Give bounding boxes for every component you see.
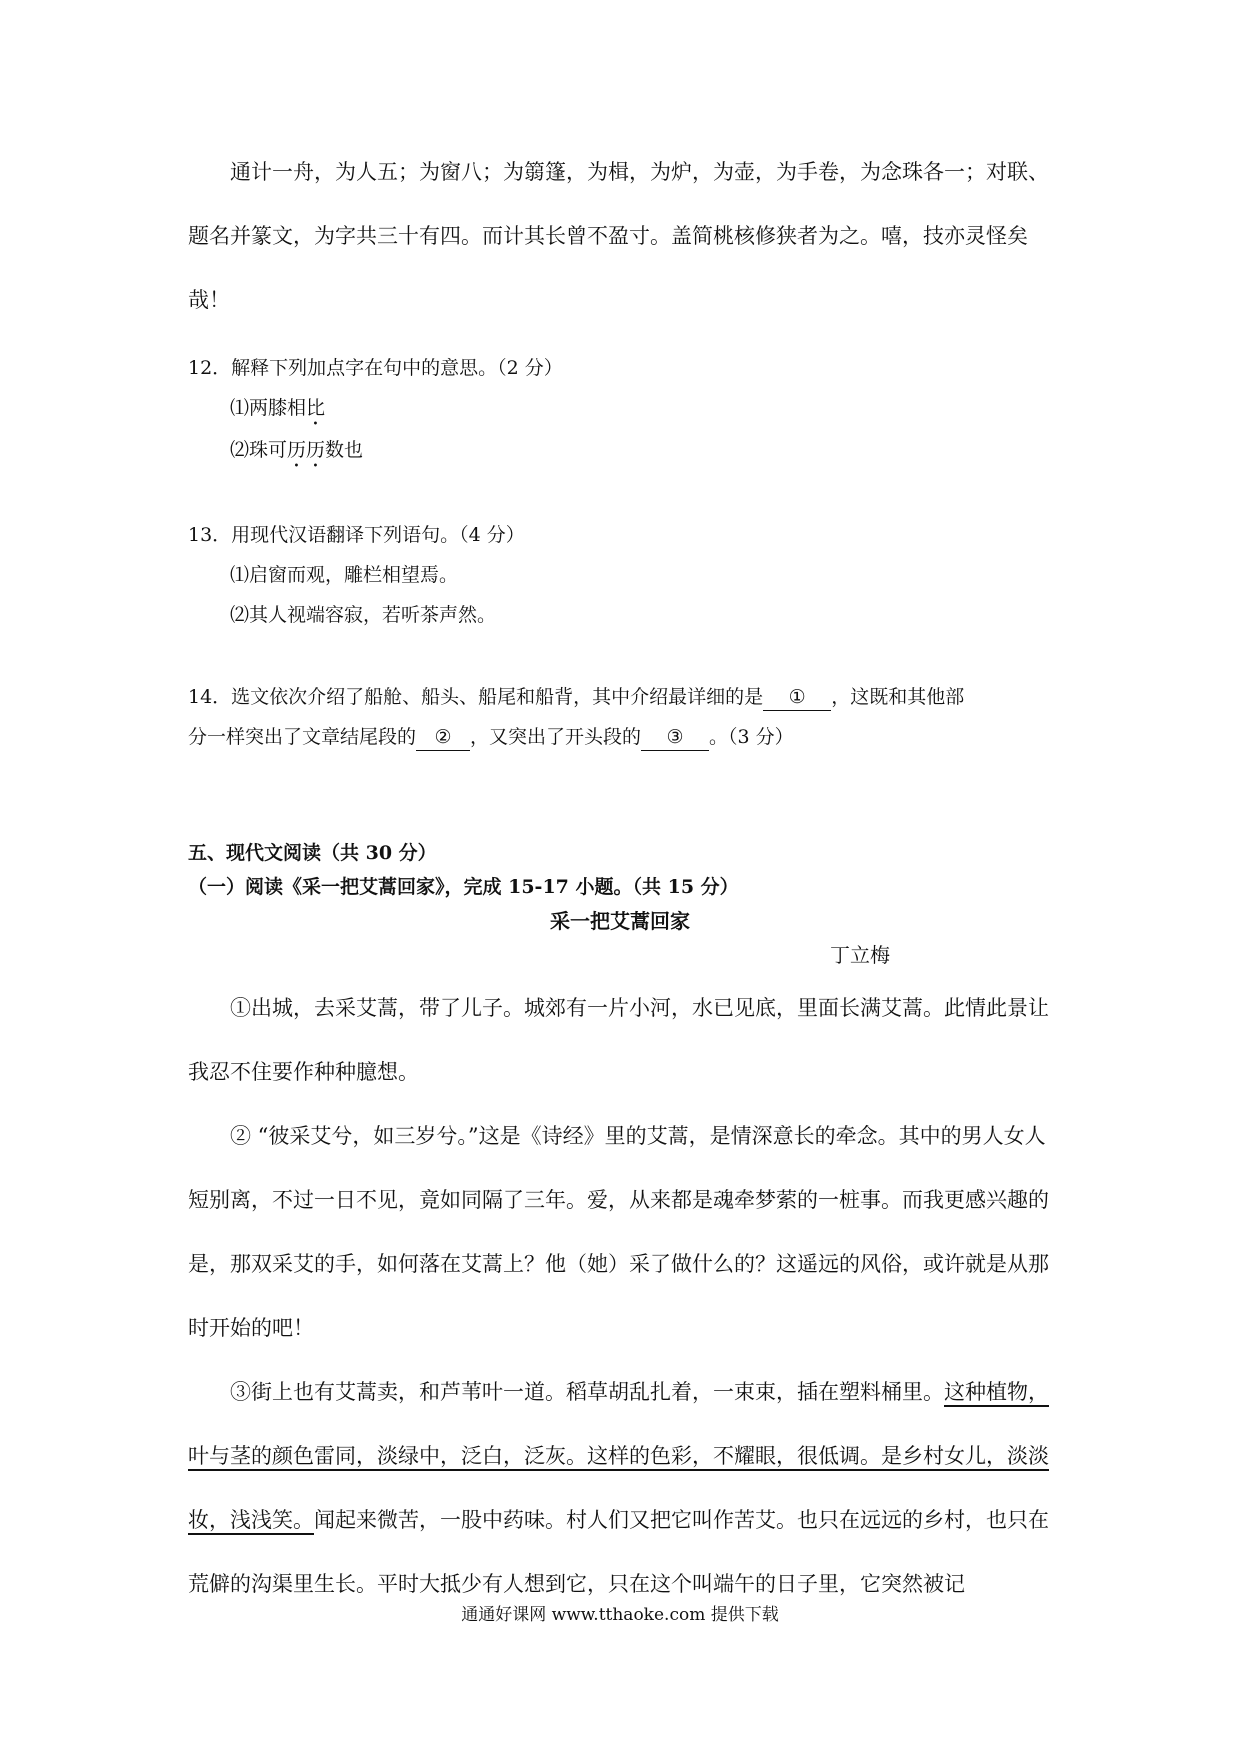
essay-body [188,976,1058,1616]
answer-blank: ① [763,684,831,711]
question-stem: 13．用现代汉语翻译下列语句。（4 分） [188,524,525,546]
question-text: 分一样突出了文章结尾段的 [188,726,417,748]
question-item [188,388,1068,430]
question-text: ，这既和其他部 [831,686,965,708]
dotted-char: 比 [306,397,326,419]
essay-text: 闻起来微苦，一股中药味。村人们又把它叫作苦艾。也只在远远的乡村，也只在荒僻的沟渠里生长。平时大抵少有人想到它，只在这个叫端午的日子里，它突然被记 [188,1508,1049,1596]
underlined-text: 这种植物，叶与茎的颜色雷同，淡绿中，泛白，泛灰。这样的色彩，不耀眼，很低调。是乡村女儿，淡淡妆，浅浅笑。 [188,1380,1049,1532]
question-item: ⑴启窗而观，雕栏相望焉。 [230,564,459,586]
passage-paragraph: 通计一舟，为人五；为窗八；为篛篷，为楫，为炉，为壶，为手卷，为念珠各一；对联、题名并篆文，为字共三十有四。而计其长曾不盈寸。盖简桃核修狭者为之。嘻，技亦灵怪矣哉！ [188,160,1049,312]
section-heading: 五、现代文阅读（共 30 分） [188,842,437,864]
essay-paragraph [188,1360,1058,1616]
answer-blank: ③ [641,724,709,751]
question-item: ⑵其人视端容寂，若听茶声然。 [230,604,497,626]
item-text: ⑵珠可 [230,439,288,461]
question-12 [188,348,1068,472]
dotted-char: 历历 [287,439,326,461]
question-item [188,430,1068,472]
essay-title: 采一把艾蒿回家 [550,909,690,933]
page-footer: 通通好课网 www.tthaoke.com 提供下载 [461,1605,779,1625]
essay-paragraph: ①出城，去采艾蒿，带了儿子。城郊有一片小河，水已见底，里面长满艾蒿。此情此景让我忍不住要作种种臆想。 [188,996,1049,1084]
question-text: 。（3 分） [709,726,794,748]
question-14 [188,677,1068,757]
question-text: 14．选文依次介绍了船舱、船头、船尾和船背，其中介绍最详细的是 [188,686,764,708]
item-text: 数也 [325,439,364,461]
question-line [188,717,1068,757]
essay-text: ③街上也有艾蒿卖，和芦苇叶一道。稻草胡乱扎着，一束束，插在塑料桶里。 [230,1380,944,1404]
essay-author: 丁立梅 [830,943,890,967]
passage-top [188,140,1058,332]
essay-paragraph: ② “彼采艾兮，如三岁兮。”这是《诗经》里的艾蒿，是情深意长的牵念。其中的男人女人短别离，不过一日不见，竟如同隔了三年。爱，从来都是魂牵梦萦的一桩事。而我更感兴趣的是，那双采艾的手，如何落在艾蒿上？他（她）采了做什么的？这遥远的风俗，或许就是从那时开始的吧！ [188,1124,1049,1340]
section-subheading: （一）阅读《采一把艾蒿回家》，完成 15-17 小题。（共 15 分） [188,876,739,898]
question-stem: 12．解释下列加点字在句中的意思。（2 分） [188,357,563,379]
question-line [188,677,1068,717]
item-text: ⑴两膝相 [230,397,307,419]
question-text: ，又突出了开头段的 [470,726,642,748]
answer-blank: ② [416,724,470,751]
question-13 [188,515,1068,635]
